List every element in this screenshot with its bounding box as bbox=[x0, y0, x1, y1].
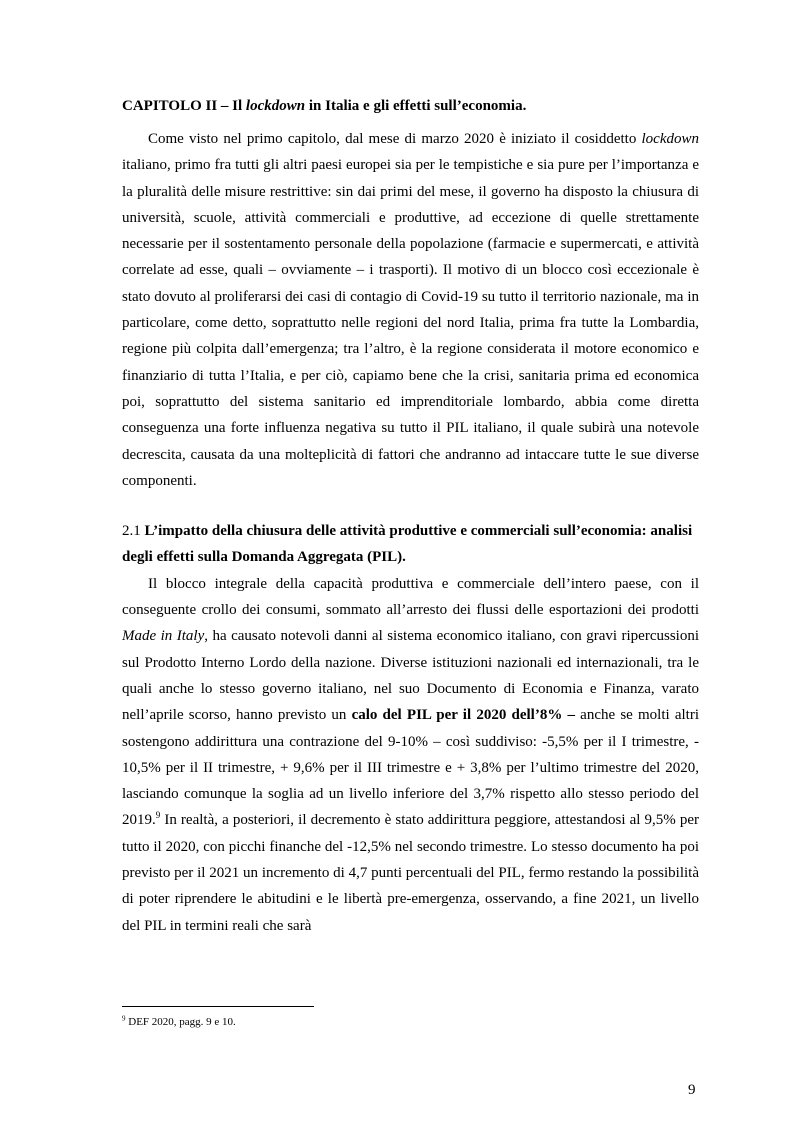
footnote-number: 9 bbox=[122, 1014, 126, 1023]
page-content bbox=[122, 93, 699, 939]
section-number: 2.1 bbox=[122, 523, 145, 540]
chapter-title: CAPITOLO II – Il lockdown in Italia e gli effetti sull’economia. bbox=[122, 98, 527, 114]
paragraph-section-body: Il blocco integrale della capacità produttiva e commerciale dell’intero paese, con il conseguente crollo dei consumi, sommato all’arresto dei flussi delle esportazioni dei prodotti Made in Italy, ha causato notevoli danni al sistema economico italiano, con gravi ripercussioni sul Prodotto Interno Lordo della nazione. Diverse istituzioni nazionali ed internazionali, tra le quali anche lo stesso governo italiano, nel suo Documento di Economia e Finanza, varato nell’aprile scorso, hanno previsto un calo del PIL per il 2020 dell’8% – anche se molti altri sostengono addirittura una contrazione del 9-10% – così suddiviso: -5,5% per il I trimestre, - 10,5% per il II trimestre, + 9,6% per il III trimestre e + 3,8% per l’ultimo trimestre del 2020, lasciando comunque la soglia ad un livello inferiore del 3,7% rispetto allo stesso periodo del 2019.$^9$ In realtà, a posteriori, il decremento è stato addirittura peggiore, attestandosi al 9,5% per tutto il 2020, con picchi finanche del -12,5% nel secondo trimestre. Lo stesso documento ha poi previsto per il 2021 un incremento di 4,7 punti percentuali del PIL, fermo restando la possibilità di poter riprendere le abitudini e le libertà pre-emergenza, osservando, a fine 2021, un livello del PIL in termini reali che sarà bbox=[122, 575, 699, 934]
section-title: L’impatto della chiusura delle attività produttive e commerciali sull’economia: analisi degli effetti sulla Domanda Aggregata (PIL). bbox=[122, 523, 693, 566]
footnote-text: DEF 2020, pagg. 9 e 10. bbox=[125, 1016, 236, 1028]
section-heading bbox=[122, 518, 699, 571]
footnote bbox=[122, 1015, 236, 1029]
footnote-reference[interactable]: 9 bbox=[155, 810, 161, 821]
paragraph-intro: Come visto nel primo capitolo, dal mese di marzo 2020 è iniziato il cosiddetto lockdown italiano, primo fra tutti gli altri paesi europei sia per le tempistiche e sia pure per l’importanza e la pluralità delle misure restrittive: sin dai primi del mese, il governo ha disposto la chiusura di università, scuole, attività commerciali e produttive, ad eccezione di quelle strettamente necessarie per il sostentamento personale della popolazione (farmacie e supermercati, e attività correlate ad esse, quali – ovviamente – i trasporti). Il motivo di un blocco così eccezionale è stato dovuto al proliferarsi dei casi di contagio di Covid-19 su tutto il territorio nazionale, ma in particolare, come detto, soprattutto nelle regioni del nord Italia, prima fra tutte la Lombardia, regione più colpita dall’emergenza; tra l’altro, è la regione considerata il motore economico e finanziario di tutta l’Italia, e per ciò, capiamo bene che la crisi, sanitaria prima ed economica poi, soprattutto del sistema sanitario ed imprenditoriale lombardo, abbia come diretta conseguenza una forte influenza negativa su tutto il PIL italiano, il quale subirà una notevole decrescita, causata da una molteplicità di fattori che andranno ad intaccare tutte le sue diverse componenti. bbox=[122, 131, 699, 489]
page-number: 9 bbox=[688, 1082, 696, 1098]
footnote-separator bbox=[122, 1006, 314, 1007]
